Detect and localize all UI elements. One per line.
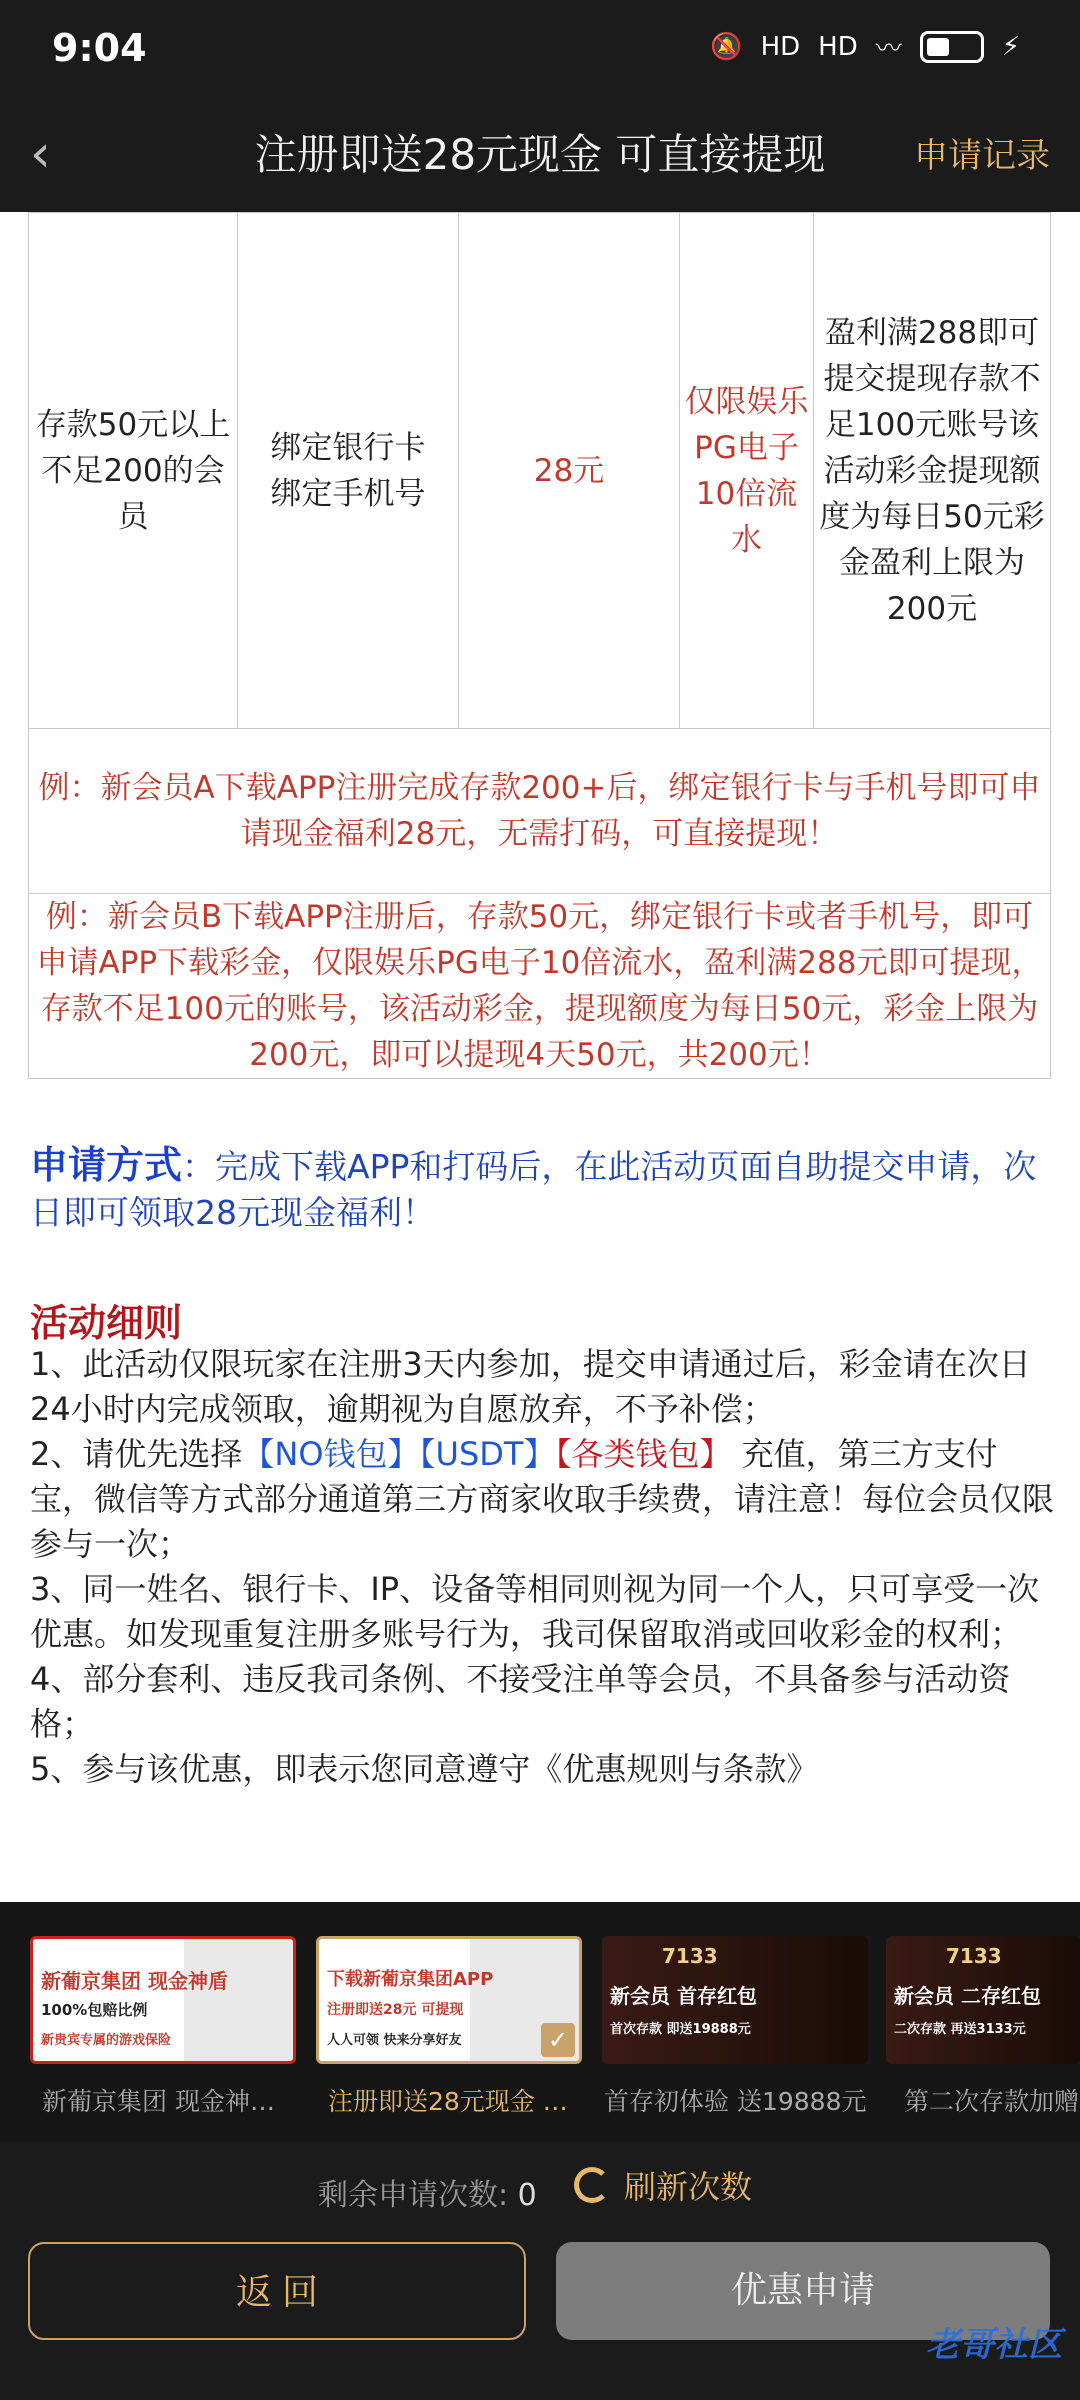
turnover-cell: 仅限娱乐PG电子10倍流水 — [680, 213, 814, 729]
promo-card[interactable] — [886, 1936, 1080, 2064]
details-title: 活动细则 — [30, 1301, 183, 1345]
signal-icon: HD — [760, 31, 801, 62]
refresh-button[interactable] — [574, 2162, 752, 2208]
requirement-cell: 绑定银行卡 绑定手机号 — [238, 213, 459, 729]
footer-bar — [0, 2142, 1080, 2400]
nowallet-tag: 【NO钱包】 — [242, 1435, 420, 1473]
detail-item: 3、同一姓名、银行卡、IP、设备等相同则视为同一个人，只可享受一次优惠。如发现重复注册多账号行为，我司保留取消或回收彩金的权利； — [30, 1570, 1040, 1653]
condition-cell: 存款50元以上不足200的会员 — [29, 213, 238, 729]
page-title: 注册即送28元现金 可直接提现 — [254, 130, 826, 179]
status-bar — [0, 0, 1080, 96]
promo-banner-title: 新葡京集团 现金神盾 — [41, 1969, 228, 1993]
wifi-icon: 〰 — [875, 34, 902, 64]
apply-method-label: 申请方式 — [30, 1143, 183, 1187]
promo-card-active[interactable] — [316, 1936, 582, 2064]
promo-banner-foot: 7133 — [946, 1944, 1002, 1968]
refresh-icon — [574, 2167, 610, 2203]
promo-banner-sub: 首次存款 即送19888元 — [610, 2022, 751, 2037]
bonus-cell: 28元 — [459, 213, 680, 729]
table-row — [29, 894, 1051, 1079]
apply-method — [30, 1142, 1050, 1236]
promo-banner-sub: 100%包赔比例 — [41, 2001, 148, 2019]
promo-banner-foot: 7133 — [662, 1944, 718, 1968]
notes-cell: 盈利满288即可提交提现存款不足100元账号该活动彩金提现额度为每日50元彩金盈利上限为200元 — [814, 213, 1051, 729]
promo-carousel[interactable] — [0, 1902, 1080, 2142]
promo-banner-sub: 二次存款 再送3133元 — [894, 2022, 1026, 2037]
detail-item-prefix: 2、请优先选择 — [30, 1435, 243, 1473]
detail-item: 1、此活动仅限玩家在注册3天内参加，提交申请通过后，彩金请在次日24小时内完成领取，逾期视为自愿放弃，不予补偿； — [30, 1345, 1031, 1428]
promo-banner-title: 新会员 首存红包 — [610, 1984, 757, 2008]
apply-button[interactable]: 优惠申请 — [556, 2242, 1050, 2340]
check-icon: ✓ — [541, 2023, 575, 2057]
remaining-number: 0 — [517, 2178, 537, 2213]
rules-table — [28, 212, 1051, 1079]
usdt-tag: 【USDT】 — [419, 1435, 556, 1473]
detail-item-rest: 充值，第三方支付宝，微信等方式部分通道第三方商家收取手续费，请注意！每位会员仅限参与一次； — [30, 1435, 1055, 1563]
promo-banner-title: 下载新葡京集团APP — [327, 1969, 494, 1990]
refresh-label: 刷新次数 — [624, 2168, 753, 2206]
wallets-tag: 【各类钱包】 — [555, 1435, 732, 1473]
chevron-left-icon[interactable]: ‹ — [30, 124, 51, 184]
table-row — [29, 729, 1051, 894]
promo-label[interactable]: 首存初体验 送19888元 — [604, 2087, 867, 2116]
table-row — [29, 213, 1051, 729]
status-time: 9:04 — [52, 26, 147, 70]
promo-card[interactable] — [30, 1936, 296, 2064]
apply-record-link[interactable]: 申请记录 — [914, 136, 1050, 176]
mute-icon: 🔕 — [710, 31, 743, 62]
battery-icon — [920, 31, 984, 63]
back-button[interactable]: 返 回 — [28, 2242, 526, 2340]
detail-item — [30, 1432, 1055, 1567]
example-b: 例：新会员B下载APP注册后，存款50元，绑定银行卡或者手机号，即可申请APP下载彩金，仅限娱乐PG电子10倍流水，盈利满288元即可提现，存款不足100元的账号，该活动彩金，提现额度为每日50元，彩金上限为200元，即可以提现4天50元，共200元！ — [29, 894, 1051, 1079]
remaining-label: 剩余申请次数: — [318, 2178, 509, 2213]
nav-bar — [0, 96, 1080, 212]
apply-method-text: ：完成下载APP和打码后，在此活动页面自助提交申请，次日即可领取28元现金福利！ — [30, 1147, 1037, 1232]
promo-label[interactable]: 第二次存款加赠 — [904, 2087, 1080, 2116]
promo-banner-foot: 新贵宾专属的游戏保险 — [41, 2033, 172, 2048]
promo-banner-sub: 注册即送28元 可提现 — [327, 2002, 464, 2018]
promo-banner-title: 新会员 二存红包 — [894, 1984, 1041, 2008]
promo-label[interactable]: 新葡京集团 现金神… — [42, 2087, 275, 2116]
status-icons — [710, 28, 1020, 65]
charging-icon: ⚡ — [1001, 31, 1020, 62]
signal-icon-2: HD — [818, 31, 858, 62]
scroll-content[interactable] — [0, 212, 1080, 1902]
detail-item: 4、部分套利、违反我司条例、不接受注单等会员，不具备参与活动资格； — [30, 1660, 1011, 1743]
promo-label-active[interactable]: 注册即送28元现金 … — [328, 2087, 568, 2116]
example-a: 例：新会员A下载APP注册完成存款200+后，绑定银行卡与手机号即可申请现金福利28元，无需打码，可直接提现！ — [29, 729, 1051, 894]
promo-card[interactable] — [602, 1936, 868, 2064]
promo-banner-foot: 人人可领 快来分享好友 — [327, 2033, 462, 2048]
detail-item: 5、参与该优惠，即表示您同意遵守《优惠规则与条款》 — [30, 1750, 819, 1788]
watermark-logo: 老哥社区 — [926, 2325, 1062, 2365]
details-list — [30, 1342, 1055, 1792]
remaining-count — [318, 2170, 537, 2214]
